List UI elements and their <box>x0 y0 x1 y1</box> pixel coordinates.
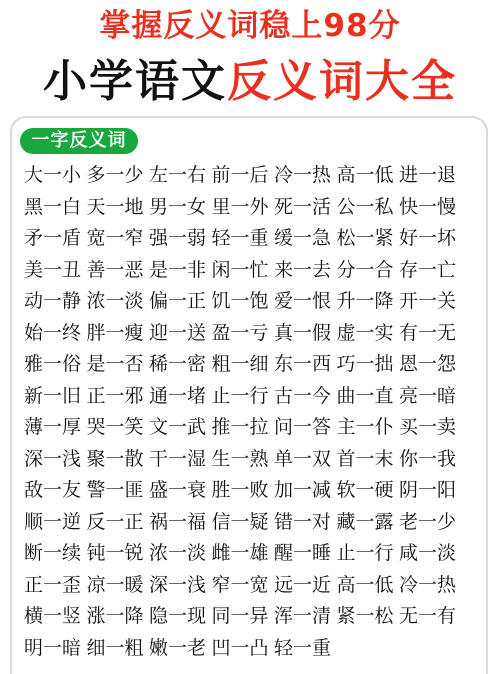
antonym-pair: 亮一暗 <box>399 384 457 407</box>
antonym-pair: 里一外 <box>211 195 269 218</box>
antonym-pair: 善一恶 <box>86 258 144 281</box>
antonym-pair: 单一双 <box>274 447 332 470</box>
antonym-pair: 顺一逆 <box>24 510 82 533</box>
antonym-pair: 你一我 <box>399 447 457 470</box>
antonym-pair: 宽一窄 <box>86 227 144 250</box>
antonym-pair: 存一亡 <box>399 258 457 281</box>
antonym-pair: 轻一重 <box>274 636 332 659</box>
antonym-pair: 左一右 <box>149 164 207 187</box>
antonym-pair: 深一浅 <box>24 447 82 470</box>
antonym-pair: 细一粗 <box>86 636 144 659</box>
antonym-row <box>24 253 484 285</box>
antonym-pair: 古一今 <box>274 384 332 407</box>
page-subtitle: 掌握反义词稳上98分 <box>99 8 401 44</box>
antonym-pair: 主一仆 <box>336 416 394 439</box>
antonym-pair: 祸一福 <box>149 510 207 533</box>
antonym-pair: 胜一败 <box>211 479 269 502</box>
antonym-pair: 前一后 <box>211 164 269 187</box>
antonym-pair: 无一有 <box>399 605 457 628</box>
antonym-pair: 是一非 <box>149 258 207 281</box>
antonym-row <box>24 410 484 442</box>
antonym-pair: 通一堵 <box>149 384 207 407</box>
title-part-antonyms: 反义词大全 <box>227 56 457 107</box>
antonym-pair: 薄一厚 <box>24 416 82 439</box>
antonym-pair: 浑一清 <box>274 605 332 628</box>
antonym-pair: 买一卖 <box>399 416 457 439</box>
antonym-pair: 多一少 <box>86 164 144 187</box>
antonym-pair: 恩一怨 <box>399 353 457 376</box>
antonym-pair: 开一关 <box>399 290 457 313</box>
antonym-row <box>24 316 484 348</box>
antonym-pair: 深一浅 <box>149 573 207 596</box>
antonym-pair: 男一女 <box>149 195 207 218</box>
antonym-row <box>24 284 484 316</box>
antonym-pair: 来一去 <box>274 258 332 281</box>
antonym-pair: 美一丑 <box>24 258 82 281</box>
antonym-pair: 冷一热 <box>274 164 332 187</box>
antonym-pair: 哭一笑 <box>86 416 144 439</box>
antonym-pair: 虚一实 <box>336 321 394 344</box>
antonym-pair: 曲一直 <box>336 384 394 407</box>
antonym-pair: 黑一白 <box>24 195 82 218</box>
antonym-row <box>24 221 484 253</box>
antonym-pair: 升一降 <box>336 290 394 313</box>
antonym-pair: 信一疑 <box>211 510 269 533</box>
antonym-pair: 冷一热 <box>399 573 457 596</box>
antonym-pair: 有一无 <box>399 321 457 344</box>
antonym-pair: 反一正 <box>86 510 144 533</box>
antonym-pair: 错一对 <box>274 510 332 533</box>
antonym-pair: 浓一淡 <box>149 542 207 565</box>
antonym-pair: 加一减 <box>274 479 332 502</box>
antonym-pair: 饥一饱 <box>211 290 269 313</box>
antonym-pair: 同一异 <box>211 605 269 628</box>
antonym-pair: 胖一瘦 <box>86 321 144 344</box>
antonym-pair: 推一拉 <box>211 416 269 439</box>
antonym-row <box>24 442 484 474</box>
antonym-pair: 首一末 <box>336 447 394 470</box>
antonym-grid <box>24 158 484 662</box>
antonym-pair: 老一少 <box>399 510 457 533</box>
antonym-pair: 问一答 <box>274 416 332 439</box>
antonym-pair: 醒一睡 <box>274 542 332 565</box>
antonym-pair: 紧一松 <box>336 605 394 628</box>
antonym-pair: 干一湿 <box>149 447 207 470</box>
antonym-row <box>24 158 484 190</box>
antonym-pair: 藏一露 <box>336 510 394 533</box>
antonym-row <box>24 631 484 663</box>
antonym-pair: 高一低 <box>336 164 394 187</box>
antonym-pair: 涨一降 <box>86 605 144 628</box>
antonym-pair: 轻一重 <box>211 227 269 250</box>
antonym-pair: 止一行 <box>336 542 394 565</box>
antonym-pair: 窄一宽 <box>211 573 269 596</box>
antonym-pair: 迎一送 <box>149 321 207 344</box>
antonym-pair: 钝一锐 <box>86 542 144 565</box>
antonym-pair: 高一低 <box>336 573 394 596</box>
antonym-row <box>24 347 484 379</box>
antonym-pair: 天一地 <box>86 195 144 218</box>
antonym-pair: 浓一淡 <box>86 290 144 313</box>
antonym-row <box>24 599 484 631</box>
antonym-row <box>24 379 484 411</box>
antonym-row <box>24 568 484 600</box>
antonym-pair: 阴一阳 <box>399 479 457 502</box>
title-part-chinese: 小学语文 <box>43 56 227 107</box>
antonym-pair: 生一熟 <box>211 447 269 470</box>
antonym-pair: 分一合 <box>336 258 394 281</box>
antonym-pair: 大一小 <box>24 164 82 187</box>
antonym-pair: 凹一凸 <box>211 636 269 659</box>
antonym-pair: 聚一散 <box>86 447 144 470</box>
antonym-pair: 真一假 <box>274 321 332 344</box>
antonym-pair: 强一弱 <box>149 227 207 250</box>
antonym-pair: 稀一密 <box>149 353 207 376</box>
antonym-pair: 矛一盾 <box>24 227 82 250</box>
antonym-row <box>24 190 484 222</box>
antonym-pair: 嫩一老 <box>149 636 207 659</box>
antonym-pair: 明一暗 <box>24 636 82 659</box>
antonym-pair: 止一行 <box>211 384 269 407</box>
section-tag: 一字反义词 <box>20 128 138 154</box>
antonym-pair: 雅一俗 <box>24 353 82 376</box>
antonym-row <box>24 505 484 537</box>
antonym-pair: 东一西 <box>274 353 332 376</box>
antonym-pair: 横一竖 <box>24 605 82 628</box>
antonym-pair: 巧一拙 <box>336 353 394 376</box>
antonym-pair: 正一歪 <box>24 573 82 596</box>
antonym-pair: 公一私 <box>336 195 394 218</box>
antonym-pair: 始一终 <box>24 321 82 344</box>
antonym-row <box>24 536 484 568</box>
antonym-pair: 雌一雄 <box>211 542 269 565</box>
antonym-pair: 粗一细 <box>211 353 269 376</box>
antonym-pair: 新一旧 <box>24 384 82 407</box>
antonym-pair: 凉一暖 <box>86 573 144 596</box>
antonym-pair: 盈一亏 <box>211 321 269 344</box>
antonym-pair: 松一紧 <box>336 227 394 250</box>
antonym-pair: 动一静 <box>24 290 82 313</box>
antonym-pair: 盛一衰 <box>149 479 207 502</box>
antonym-pair: 文一武 <box>149 416 207 439</box>
antonym-pair: 警一匪 <box>86 479 144 502</box>
antonym-card <box>10 116 488 674</box>
antonym-pair: 闲一忙 <box>211 258 269 281</box>
antonym-pair: 爱一恨 <box>274 290 332 313</box>
antonym-pair: 咸一淡 <box>399 542 457 565</box>
antonym-pair: 快一慢 <box>399 195 457 218</box>
antonym-pair: 断一续 <box>24 542 82 565</box>
antonym-pair: 正一邪 <box>86 384 144 407</box>
antonym-row <box>24 473 484 505</box>
antonym-pair: 好一坏 <box>399 227 457 250</box>
antonym-pair: 软一硬 <box>336 479 394 502</box>
antonym-pair: 缓一急 <box>274 227 332 250</box>
antonym-pair: 隐一现 <box>149 605 207 628</box>
antonym-pair: 敌一友 <box>24 479 82 502</box>
antonym-pair: 死一活 <box>274 195 332 218</box>
antonym-pair: 是一否 <box>86 353 144 376</box>
page-title <box>0 54 500 110</box>
antonym-pair: 远一近 <box>274 573 332 596</box>
antonym-pair: 偏一正 <box>149 290 207 313</box>
antonym-pair: 进一退 <box>399 164 457 187</box>
